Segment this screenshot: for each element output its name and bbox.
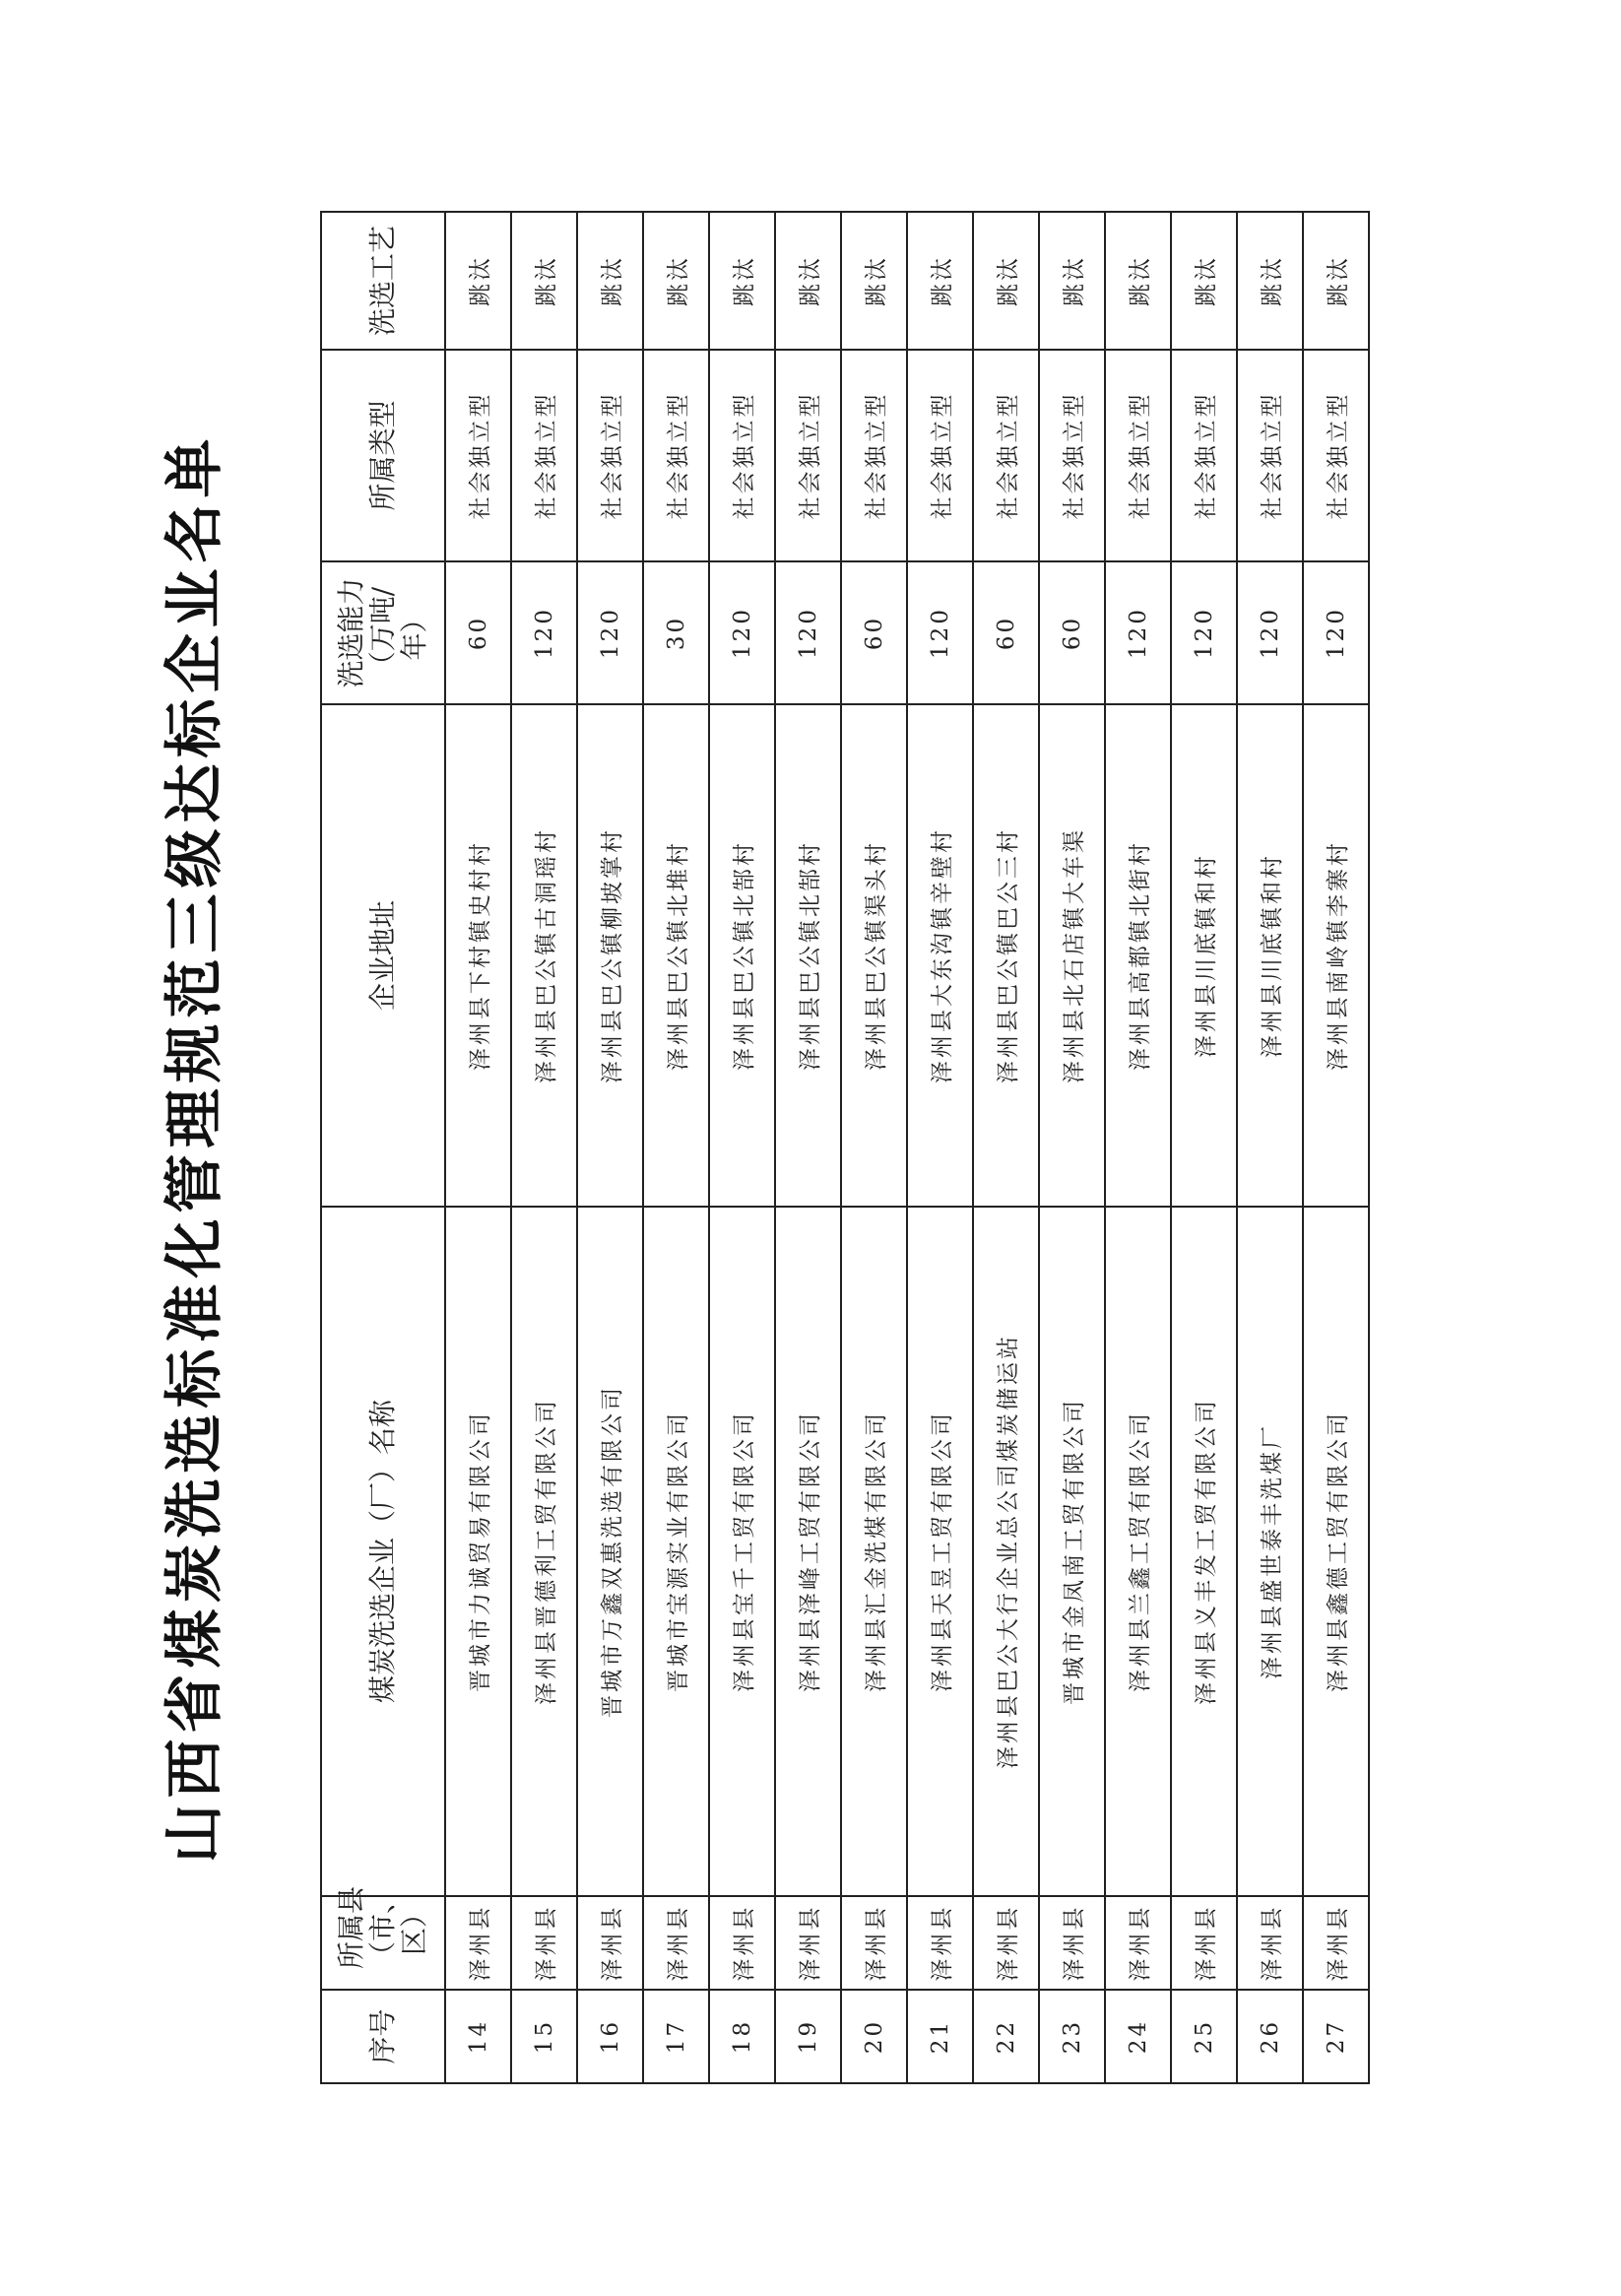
table-row — [775, 212, 841, 2083]
cell-capacity: 60 — [841, 561, 907, 704]
cell-county: 泽州县 — [907, 1896, 973, 1990]
cell-type: 社会独立型 — [841, 350, 907, 561]
header-address: 企业地址 — [321, 704, 445, 1207]
cell-county: 泽州县 — [1039, 1896, 1105, 1990]
table-row — [643, 212, 709, 2083]
cell-capacity: 60 — [1039, 561, 1105, 704]
table-row — [1105, 212, 1171, 2083]
cell-capacity: 30 — [643, 561, 709, 704]
cell-seq: 16 — [577, 1990, 643, 2083]
cell-seq: 26 — [1237, 1990, 1303, 2083]
cell-process: 跳汰 — [1237, 212, 1303, 350]
cell-process: 跳汰 — [1039, 212, 1105, 350]
cell-county: 泽州县 — [775, 1896, 841, 1990]
cell-seq: 17 — [643, 1990, 709, 2083]
cell-seq: 27 — [1303, 1990, 1369, 2083]
cell-address: 泽州县高都镇北街村 — [1105, 704, 1171, 1207]
table-row — [445, 212, 511, 2083]
cell-seq: 18 — [709, 1990, 775, 2083]
cell-company: 泽州县天昱工贸有限公司 — [907, 1207, 973, 1896]
cell-type: 社会独立型 — [775, 350, 841, 561]
cell-company: 晋城市宝源实业有限公司 — [643, 1207, 709, 1896]
cell-seq: 14 — [445, 1990, 511, 2083]
cell-type: 社会独立型 — [907, 350, 973, 561]
cell-process: 跳汰 — [445, 212, 511, 350]
cell-county: 泽州县 — [445, 1896, 511, 1990]
cell-capacity: 120 — [577, 561, 643, 704]
cell-county: 泽州县 — [1237, 1896, 1303, 1990]
cell-type: 社会独立型 — [973, 350, 1039, 561]
cell-address: 泽州县川底镇和村 — [1171, 704, 1237, 1207]
cell-process: 跳汰 — [511, 212, 577, 350]
cell-county: 泽州县 — [973, 1896, 1039, 1990]
cell-type: 社会独立型 — [577, 350, 643, 561]
cell-process: 跳汰 — [907, 212, 973, 350]
header-seq: 序号 — [321, 1990, 445, 2083]
cell-capacity: 120 — [709, 561, 775, 704]
cell-capacity: 120 — [1237, 561, 1303, 704]
cell-seq: 19 — [775, 1990, 841, 2083]
cell-company: 泽州县义丰发工贸有限公司 — [1171, 1207, 1237, 1896]
cell-seq: 20 — [841, 1990, 907, 2083]
cell-capacity: 120 — [1171, 561, 1237, 704]
cell-county: 泽州县 — [643, 1896, 709, 1990]
table-row — [841, 212, 907, 2083]
table-row — [973, 212, 1039, 2083]
cell-county: 泽州县 — [511, 1896, 577, 1990]
cell-company: 泽州县泽峰工贸有限公司 — [775, 1207, 841, 1896]
cell-process: 跳汰 — [709, 212, 775, 350]
cell-seq: 15 — [511, 1990, 577, 2083]
cell-company: 晋城市万鑫双惠洗选有限公司 — [577, 1207, 643, 1896]
cell-capacity: 120 — [511, 561, 577, 704]
cell-capacity: 60 — [973, 561, 1039, 704]
cell-seq: 22 — [973, 1990, 1039, 2083]
cell-type: 社会独立型 — [709, 350, 775, 561]
cell-process: 跳汰 — [643, 212, 709, 350]
header-county — [321, 1886, 445, 1990]
cell-address: 泽州县大东沟镇辛壁村 — [907, 704, 973, 1207]
cell-capacity: 60 — [445, 561, 511, 704]
cell-company: 泽州县巴公大行企业总公司煤炭储运站 — [973, 1207, 1039, 1896]
header-capacity-label: 洗选能力（万吨/年） — [334, 577, 431, 689]
cell-county: 泽州县 — [1171, 1896, 1237, 1990]
cell-type: 社会独立型 — [1105, 350, 1171, 561]
table-row — [709, 212, 775, 2083]
cell-process: 跳汰 — [1171, 212, 1237, 350]
cell-capacity: 120 — [775, 561, 841, 704]
cell-type: 社会独立型 — [643, 350, 709, 561]
cell-capacity: 120 — [907, 561, 973, 704]
cell-address: 泽州县巴公镇古洞瑶村 — [511, 704, 577, 1207]
cell-address: 泽州县巴公镇渠头村 — [841, 704, 907, 1207]
table-row — [1039, 212, 1105, 2083]
cell-address: 泽州县巴公镇北郜村 — [775, 704, 841, 1207]
table-row — [577, 212, 643, 2083]
cell-seq: 24 — [1105, 1990, 1171, 2083]
cell-type: 社会独立型 — [1171, 350, 1237, 561]
cell-process: 跳汰 — [973, 212, 1039, 350]
enterprise-table — [320, 211, 1370, 2084]
table-row — [1237, 212, 1303, 2083]
cell-address: 泽州县巴公镇北堆村 — [643, 704, 709, 1207]
cell-county: 泽州县 — [709, 1896, 775, 1990]
cell-county: 泽州县 — [841, 1896, 907, 1990]
cell-company: 晋城市金凤南工贸有限公司 — [1039, 1207, 1105, 1896]
cell-type: 社会独立型 — [1303, 350, 1369, 561]
cell-capacity: 120 — [1303, 561, 1369, 704]
cell-type: 社会独立型 — [1039, 350, 1105, 561]
cell-county: 泽州县 — [1105, 1896, 1171, 1990]
cell-seq: 23 — [1039, 1990, 1105, 2083]
cell-address: 泽州县北石店镇大车渠 — [1039, 704, 1105, 1207]
cell-company: 泽州县盛世泰丰洗煤厂 — [1237, 1207, 1303, 1896]
cell-address: 泽州县巴公镇柳坡掌村 — [577, 704, 643, 1207]
cell-county: 泽州县 — [1303, 1896, 1369, 1990]
table-row — [1303, 212, 1369, 2083]
cell-seq: 25 — [1171, 1990, 1237, 2083]
cell-company: 晋城市力诚贸易有限公司 — [445, 1207, 511, 1896]
cell-type: 社会独立型 — [445, 350, 511, 561]
cell-company: 泽州县汇金洗煤有限公司 — [841, 1207, 907, 1896]
cell-process: 跳汰 — [775, 212, 841, 350]
header-type: 所属类型 — [321, 350, 445, 561]
cell-address: 泽州县下村镇史村村 — [445, 704, 511, 1207]
cell-type: 社会独立型 — [1237, 350, 1303, 561]
cell-company: 泽州县宝千工贸有限公司 — [709, 1207, 775, 1896]
table-body — [445, 212, 1369, 2083]
cell-address: 泽州县巴公镇北郜村 — [709, 704, 775, 1207]
cell-company: 泽州县兰鑫工贸有限公司 — [1105, 1207, 1171, 1896]
document-title: 山西省煤炭洗选标准化管理规范三级达标企业名单 — [161, 432, 229, 1864]
header-county-label: 所属县（市、区） — [334, 1886, 431, 1970]
cell-seq: 21 — [907, 1990, 973, 2083]
table-row — [907, 212, 973, 2083]
table-header — [321, 212, 445, 2083]
cell-capacity: 120 — [1105, 561, 1171, 704]
cell-process: 跳汰 — [1105, 212, 1171, 350]
cell-address: 泽州县川底镇和村 — [1237, 704, 1303, 1207]
header-process: 洗选工艺 — [321, 212, 445, 350]
header-capacity — [321, 561, 445, 704]
cell-process: 跳汰 — [1303, 212, 1369, 350]
table-row — [511, 212, 577, 2083]
cell-address: 泽州县南岭镇李寨村 — [1303, 704, 1369, 1207]
header-row — [321, 212, 445, 2083]
cell-type: 社会独立型 — [511, 350, 577, 561]
cell-county: 泽州县 — [577, 1896, 643, 1990]
cell-process: 跳汰 — [841, 212, 907, 350]
cell-address: 泽州县巴公镇巴公三村 — [973, 704, 1039, 1207]
cell-company: 泽州县晋德利工贸有限公司 — [511, 1207, 577, 1896]
cell-company: 泽州县鑫德工贸有限公司 — [1303, 1207, 1369, 1896]
header-company: 煤炭洗选企业（厂）名称 — [321, 1207, 445, 1896]
cell-process: 跳汰 — [577, 212, 643, 350]
table-row — [1171, 212, 1237, 2083]
